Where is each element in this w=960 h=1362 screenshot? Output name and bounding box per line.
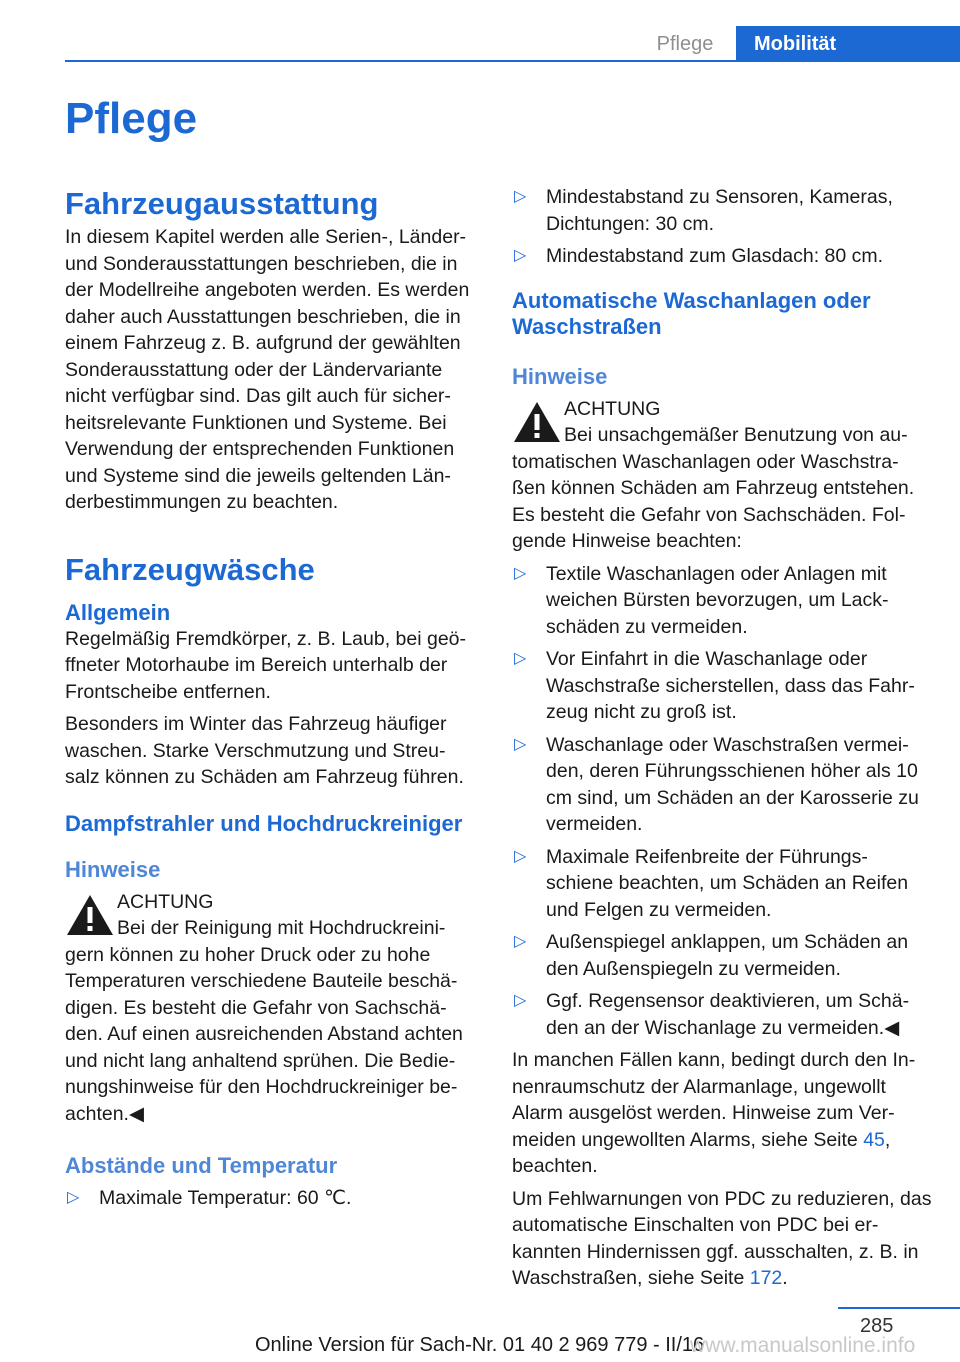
paragraph-allgemein-2: Besonders im Winter das Fahrzeug häufiger waschen. Starke Verschmutzung und Streu-salz können zu Schäden am Fahrzeug führen. (65, 713, 464, 788)
paragraph-allgemein-1: Regelmäßig Fremdkörper, z. B. Laub, bei geö-ffneter Motorhaube im Bereich unterhalb der Frontscheibe entfernen. (65, 627, 467, 703)
page-link-45[interactable]: 45 (863, 1128, 885, 1151)
warning-heading: ACHTUNG (564, 397, 661, 420)
footer-text: Online Version für Sach-Nr. 01 40 2 969 779 - II/16 (255, 1334, 705, 1356)
warning-block (65, 889, 480, 1128)
list-marker-icon: ▷ (67, 1189, 80, 1206)
warning-block-2 (512, 396, 932, 555)
heading-automatische-waschanlagen: Automatische Waschanlagen oder Waschstraßen (512, 287, 871, 339)
warning-text: Bei der Reinigung mit Hochdruckreini-gern können zu hoher Druck oder zu hohe Temperaturen verschiedene Bauteile beschä-digen. Es besteht die Gefahr von Sachschä-den. Auf einen ausreichenden Abstand achten und nicht lang anhaltend sprühen. Die Bedie-nungshinweise für den Hochdruckreiniger be-achten.◀ (65, 917, 463, 1125)
paragraph-alarm: In manchen Fällen kann, bedingt durch den In-nenraumschutz der Alarmanlage, ungewollt Alarm ausgelöst werden. Hinweise zum Ver-meiden ungewollten Alarms, siehe Seite 45, beachten. (512, 1049, 916, 1177)
list-item: ▷ Textile Waschanlagen oder Anlagen mit weichen Bürsten bevorzugen, um Lack-schäden zu vermeiden. (514, 562, 889, 638)
list-marker-icon: ▷ (514, 650, 527, 667)
list-item: ▷ Außenspiegel anklappen, um Schäden an den Außenspiegeln zu vermeiden. (514, 931, 909, 980)
page-title: Pflege (65, 94, 198, 143)
list-marker-icon: ▷ (514, 847, 527, 865)
tab-pflege[interactable]: Pflege (656, 33, 714, 55)
list-abstaende (512, 184, 932, 270)
heading-abstaende: Abstände und Temperatur (65, 1153, 338, 1178)
heading-hinweise: Hinweise (65, 856, 161, 882)
list-item: ▷ Mindestabstand zu Sensoren, Kameras, Dichtungen: 30 cm. (514, 186, 893, 235)
list-item: ▷ Vor Einfahrt in die Waschanlage oder Waschstraße sicherstellen, dass das Fahr-zeug nicht zu groß ist. (514, 648, 915, 723)
tab-mobilitaet[interactable]: Mobilität (736, 26, 960, 62)
list-marker-icon: ▷ (514, 992, 527, 1009)
page-number: 285 (860, 1315, 894, 1337)
heading-fahrzeugausstattung: Fahrzeugausstattung (65, 186, 379, 221)
warning-heading: ACHTUNG (117, 890, 214, 913)
warning-icon (65, 893, 115, 937)
list-item: ▷ Maximale Temperatur: 60 ℃. (65, 1185, 480, 1212)
heading-allgemein: Allgemein (65, 599, 171, 625)
list-marker-icon: ▷ (514, 735, 527, 753)
list-item: ▷ Mindestabstand zum Glasdach: 80 cm. (512, 243, 932, 270)
list-marker-icon: ▷ (514, 564, 527, 582)
right-column (512, 184, 932, 1298)
list-item: ▷ Ggf. Regensensor deaktivieren, um Schä-den an der Wischanlage zu vermeiden.◀ (514, 990, 910, 1039)
warning-text: Bei unsachgemäßer Benutzung von au-tomatischen Waschanlagen oder Waschstra-ßen können Schäden am Fahrzeug entstehen. Es besteht die Gefahr von Sachschäden. Fol-gende Hinweise beachten: (512, 424, 915, 552)
list-temperatur (65, 1185, 480, 1212)
left-column (65, 184, 480, 1218)
page-link-172[interactable]: 172 (749, 1267, 783, 1289)
watermark: www.manualsonline.info (690, 1334, 916, 1357)
list-marker-icon: ▷ (514, 247, 527, 264)
heading-dampfstrahler: Dampfstrahler und Hochdruckreiniger (65, 810, 463, 836)
list-marker-icon: ▷ (514, 188, 527, 205)
list-marker-icon: ▷ (514, 933, 527, 950)
page-number-rule (838, 1307, 960, 1309)
warning-icon (512, 400, 562, 444)
list-item: ▷ Waschanlage oder Waschstraßen vermei-den, deren Führungsschienen höher als 10 cm sind, um Schäden an der Karosserie zu vermeiden. (514, 733, 919, 835)
paragraph-pdc: Um Fehlwarnungen von PDC zu reduzieren, das automatische Einschalten von PDC bei er-kannten Hindernissen ggf. ausschalten, z. B. in Waschstraßen, siehe Seite 172. (512, 1187, 932, 1289)
list-waschanlagen (512, 561, 932, 1042)
heading-hinweise-2: Hinweise (512, 363, 608, 389)
list-item: ▷ Maximale Reifenbreite der Führungs-schiene beachten, um Schäden an Reifen und Felgen zu vermeiden. (514, 845, 909, 921)
paragraph-ausstattung: In diesem Kapitel werden alle Serien-, Länder- und Sonderausstattungen beschrieben, die in der Modellreihe angeboten werden. Es werden daher auch Ausstattungen beschrieben, die in einem Fahrzeug z. B. aufgrund der gewählten Sonderausstattung oder der Ländervariante nicht verfügbar sind. Das gilt auch für sicher-heitsrelevante Funktionen und Systeme. Bei Verwendung der entsprechenden Funktionen und Systeme sind die jeweils geltenden Län-derbestimmungen zu beachten. (65, 226, 470, 513)
heading-fahrzeugwaesche: Fahrzeugwäsche (65, 551, 315, 587)
